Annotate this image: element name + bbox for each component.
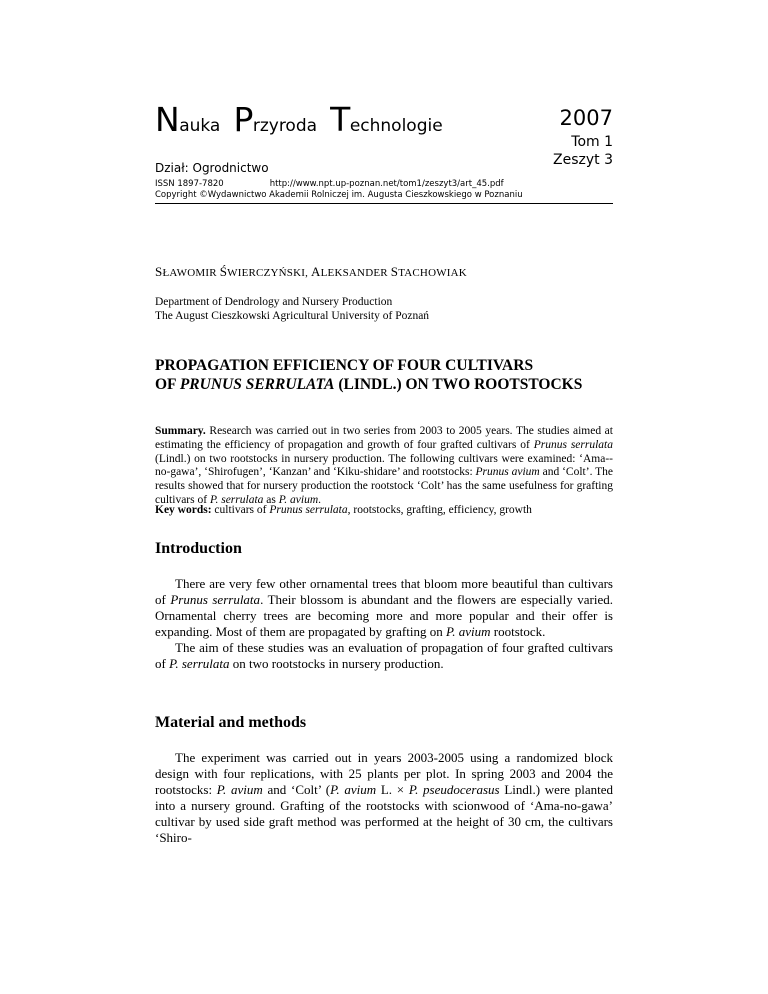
introduction-heading: Introduction	[155, 540, 242, 557]
journal-title-initial-1: N	[155, 100, 180, 139]
journal-header	[155, 100, 613, 202]
introduction-paragraph-1: There are very few other ornamental trees that bloom more beautiful than cultivars of Prunus serrulata. Their blossom is abundant and the flowers are especially varied. Ornamental cherry trees are becoming more and more popular and their offer is expanding. Most of them are propagated by grafting on P. avium rootstock.	[155, 576, 614, 640]
journal-title-initial-2: P	[233, 100, 253, 139]
affiliation-department: Department of Dendrology and Nursery Production	[155, 296, 393, 308]
authors-line	[155, 264, 467, 280]
article-url[interactable]: http://www.npt.up-poznan.net/tom1/zeszyt3/art_45.pdf	[269, 179, 504, 189]
keywords-paragraph: Key words: cultivars of Prunus serrulata, rootstocks, grafting, efficiency, growth	[155, 504, 532, 516]
methods-heading: Material and methods	[155, 714, 307, 731]
keywords-label: Key words:	[155, 504, 212, 516]
summary-label: Summary.	[155, 425, 206, 437]
author-2: ALEKSANDER STACHOWIAK	[311, 264, 467, 279]
journal-section: Dział: Ogrodnictwo	[155, 161, 269, 175]
issn-line	[155, 179, 504, 189]
journal-title-word-1: auka	[179, 116, 221, 136]
header-divider	[155, 203, 613, 204]
article-title-line-2: OF PRUNUS SERRULATA (LINDL.) ON TWO ROOTSTOCKS	[155, 376, 583, 393]
journal-title-word-2: rzyroda	[252, 116, 318, 136]
copyright-line: Copyright ©Wydawnictwo Akademii Rolniczej im. Augusta Cieszkowskiego w Poznaniu	[155, 190, 523, 200]
journal-title-initial-3: T	[330, 100, 350, 139]
author-1: SŁAWOMIR ŚWIERCZYŃSKI,	[155, 264, 312, 279]
issn-number: ISSN 1897-7820	[155, 179, 224, 189]
introduction-paragraph-2: The aim of these studies was an evaluation of propagation of four grafted cultivars of P. serrulata on two rootstocks in nursery production.	[155, 640, 613, 672]
affiliation-university: The August Cieszkowski Agricultural University of Poznań	[155, 310, 430, 322]
journal-volume: Tom 1	[571, 134, 613, 150]
summary-paragraph: Summary. Research was carried out in two series from 2003 to 2005 years. The studies aimed at estimating the efficiency of propagation and growth of four grafted cultivars of Prunus serrulata (Lindl.) on two rootstocks in nursery production. The following cultivars were examined: ‘Ama--no-gawa’, ‘Shirofugen’, ‘Kanzan’ and ‘Kiku-shidare’ and rootstocks: Prunus avium and ‘Colt’. The results showed that for nursery production the rootstock ‘Colt’ has the same usefulness for grafting cultivars of P. serrulata as P. avium.	[155, 425, 613, 506]
journal-issue: Zeszyt 3	[553, 152, 613, 168]
journal-year: 2007	[559, 106, 613, 130]
methods-paragraph-1: The experiment was carried out in years 2003-2005 using a randomized block design with four replications, with 25 plants per plot. In spring 2003 and 2004 the rootstocks: P. avium and ‘Colt’ (P. avium L. × P. pseudocerasus Lindl.) were planted into a nursery ground. Grafting of the rootstocks with scionwood of ‘Ama-no-gawa’ cultivar by used side graft method was performed at the height of 30 cm, the cultivars ‘Shiro-	[155, 750, 614, 846]
article-title-line-1: PROPAGATION EFFICIENCY OF FOUR CULTIVARS	[155, 357, 534, 374]
journal-title	[155, 100, 451, 139]
journal-title-word-3: echnologie	[349, 116, 443, 136]
